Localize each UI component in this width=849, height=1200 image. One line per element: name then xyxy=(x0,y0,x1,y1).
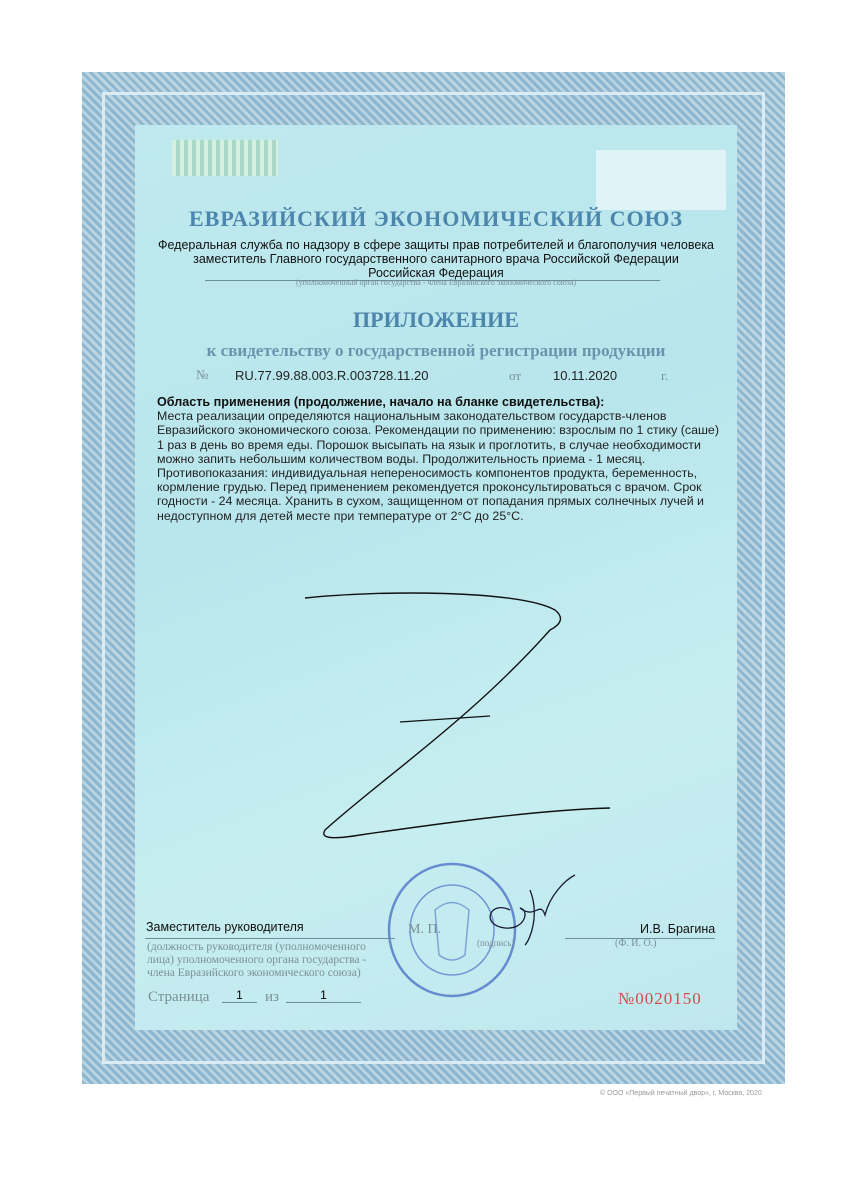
signer-name: И.В. Брагина xyxy=(640,922,716,936)
scope-line: Евразийского экономического союза. Рекомендации по применению: взрослым по 1 стику (саше) xyxy=(157,423,719,438)
printer-imprint: © ООО «Первый печатный двор», г. Москва, 2020 xyxy=(600,1090,762,1097)
caption-line: (должность руководителя (уполномоченного xyxy=(147,941,366,953)
agency-line: Федеральная служба по надзору в сфере защиты прав потребителей и благополучия человека xyxy=(157,238,715,252)
scope-line: кормление грудью. Перед применением рекомендуется проконсультироваться с врачом. Срок xyxy=(157,480,702,495)
scope-line: Места реализации определяются национальным законодательством государств-членов xyxy=(157,409,667,424)
number-label: № xyxy=(196,367,209,382)
scope-line: недоступном для детей месте при температуре от 2°C до 25°C. xyxy=(157,508,524,523)
scope-line: можно запить небольшим количеством воды. Продолжительность приема - 1 месяц. xyxy=(157,451,646,466)
agency-line: Российская Федерация xyxy=(368,266,504,280)
registration-date: 10.11.2020 xyxy=(553,368,618,383)
page-total: 1 xyxy=(286,988,361,1003)
caption-line: члена Евразийского экономического союза) xyxy=(147,967,361,979)
scope-line: Противопоказания: индивидуальная непереносимость компонентов продукта, беременность, xyxy=(157,466,698,481)
from-label: от xyxy=(509,368,522,383)
page-number: 1 xyxy=(222,988,257,1003)
of-label: из xyxy=(265,989,279,1005)
scope-heading: Область применения (продолжение, начало на бланке свидетельства): xyxy=(157,395,605,409)
serial-number: №0020150 xyxy=(618,989,702,1008)
signer-position: Заместитель руководителя xyxy=(146,920,304,934)
signature-caption: (подпись) xyxy=(477,938,515,948)
registration-number: RU.77.99.88.003.R.003728.11.20 xyxy=(235,368,429,383)
document-subtitle: к свидетельству о государственной регистрации продукции xyxy=(206,341,666,360)
scope-line: годности - 24 месяца. Хранить в сухом, защищенном от попадания прямых солнечных лучей и xyxy=(157,494,704,509)
year-suffix: г. xyxy=(661,368,669,383)
name-caption: (Ф. И. О.) xyxy=(615,938,657,949)
scope-line: 1 раз в день во время еды. Порошок высыпать на язык и проглотить, в случае необходимости xyxy=(157,437,701,452)
position-caption xyxy=(147,941,366,980)
page-label: Страница xyxy=(148,989,210,1005)
caption-line: лица) уполномоченного органа государства - xyxy=(147,954,367,966)
divider xyxy=(145,938,395,939)
agency-caption: (уполномоченный орган государства - члена Евразийского экономического союза) xyxy=(295,278,577,287)
stamp-label: М. П. xyxy=(408,922,442,937)
union-title: ЕВРАЗИЙСКИЙ ЭКОНОМИЧЕСКИЙ СОЮЗ xyxy=(188,206,684,231)
document-title: ПРИЛОЖЕНИЕ xyxy=(353,307,519,332)
agency-line: заместитель Главного государственного санитарного врача Российской Федерации xyxy=(193,252,679,266)
